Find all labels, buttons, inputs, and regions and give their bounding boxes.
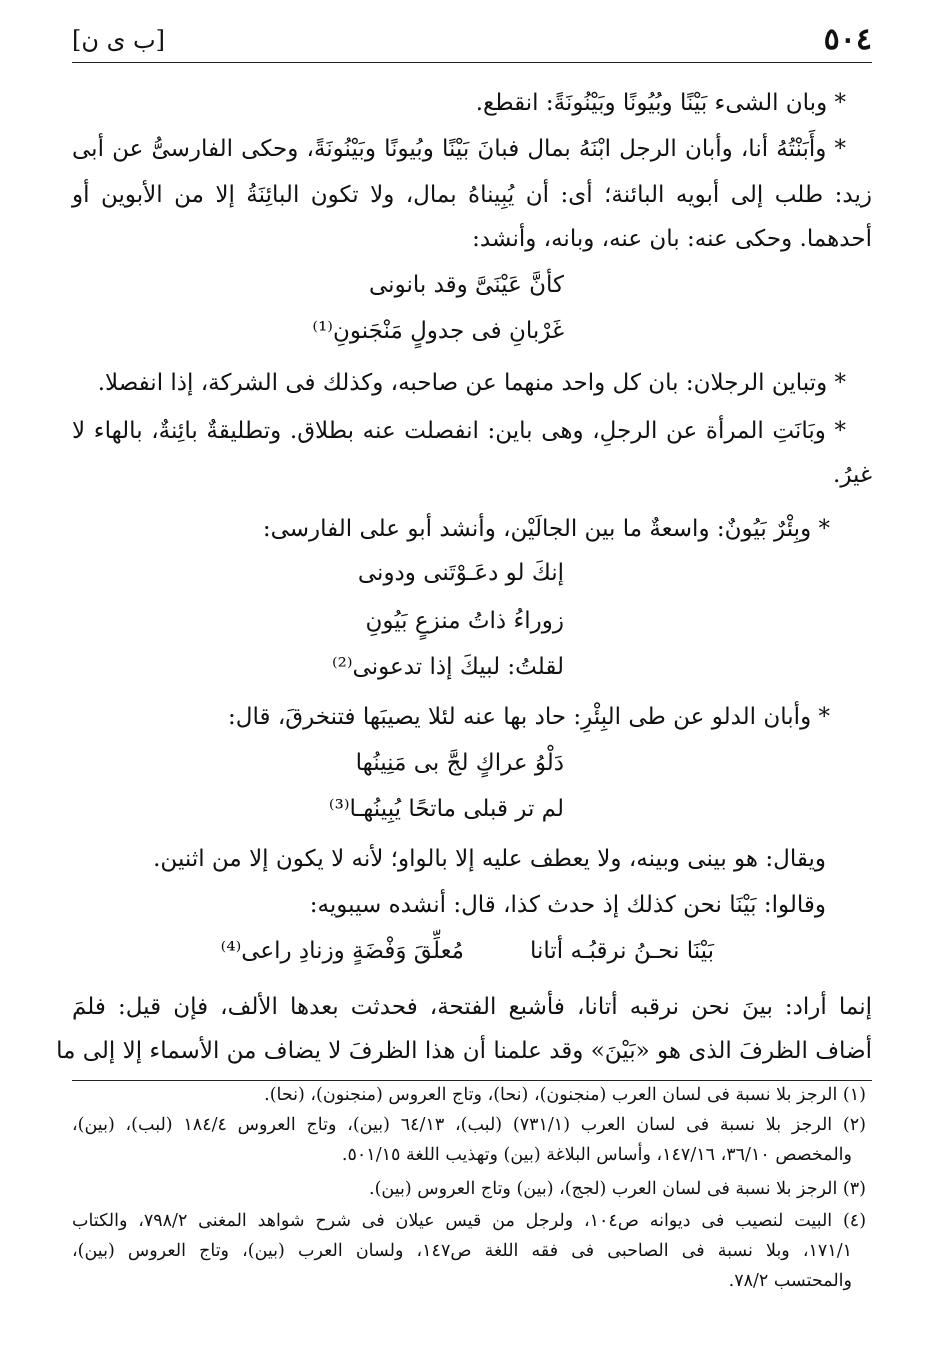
running-head-root: [ب ى ن]: [72, 26, 165, 54]
footnote-continuation: والمخصص ٣٦/١٠، ١٤٧/١٦، وأساس البلاغة (بين) وتهذيب اللغة ٥٠١/١٥.: [341, 1145, 852, 1165]
body-line: زيد: طلب إلى أبويه البائنة؛ أى: أن يُبِيناهُ بمال، ولا تكون البائِنَةُ إلا من الأبوين أو: [72, 182, 872, 208]
body-line: * وبان الشىء بَيْنًا وبُيُونًا وبَيْنُونَةً: انقطع.: [475, 90, 846, 116]
footnote: (٣) الرجز بلا نسبة فى لسان العرب (لجج)، (بين) وتاج العروس (بين).: [369, 1179, 866, 1199]
body-line: ويقال: هو بينى وبينه، ولا يعطف عليه إلا بالواو؛ لأنه لا يكون إلا من اثنين.: [153, 846, 826, 872]
page-number: ٥٠٤: [823, 22, 872, 57]
body-line: أحدهما. وحكى عنه: بان عنه، وبانه، وأنشد:: [472, 226, 872, 252]
verse-line: زوراءُ ذاتُ منزعٍ بَيُونِ: [365, 608, 564, 634]
body-line: إنما أراد: بينَ نحن نرقبه أتانا، فأشبع الفتحة، فحدثت بعدها الألف، فإن قيل: فلمَ: [72, 994, 872, 1020]
verse-line: دَلْوُ عراكٍ لجَّ بى مَنِينُها: [355, 750, 564, 776]
footnote-continuation: والمحتسب ٧٨/٢.: [728, 1271, 852, 1291]
body-line: * وأبان الدلو عن طى البِئْرِ: حاد بها عنه لئلا يصيبَها فتنخرقَ، قال:: [228, 704, 830, 730]
body-line: أضاف الظرفَ الذى هو «بَيْنَ» وقد علمنا أن هذا الظرفَ لا يضاف من الأسماء إلا إلى ما: [56, 1038, 872, 1064]
body-line: * وبِئْرٌ بَيُونٌ: واسعةٌ ما بين الجالَيْن، وأنشد أبو على الفارسى:: [262, 516, 830, 542]
body-line: * وتباين الرجلان: بان كل واحد منهما عن صاحبه، وكذلك فى الشركة، إذا انفصلا.: [97, 370, 846, 396]
footnote: (٢) الرجز بلا نسبة فى لسان العرب (٧٣١/١) (لبب)، ٦٤/١٣ (بين)، وتاج العروس ١٨٤/٤ (لبب)، (بين)،: [72, 1115, 866, 1135]
footnote-rule: [72, 1080, 872, 1081]
verse-line: إنكَ لو دعَـوْتَنى ودونى: [357, 560, 564, 586]
body-line: * وبَانَتِ المرأة عن الرجلِ، وهى باين: انفصلت عنه بطلاق. وتطليقةٌ بائِنةٌ، بالهاء لا: [72, 418, 846, 444]
verse-line: كأنَّ عَيْنَىَّ وقد بانونى: [369, 272, 564, 298]
header-rule: [72, 62, 872, 63]
footnote: (٤) البيت لنصيب فى ديوانه ص١٠٤، ولرجل من قيس عيلان فى شرح شواهد المغنى ٧٩٨/٢، والكتاب: [72, 1211, 867, 1231]
body-line: وقالوا: بَيْنَا نحن كذلك إذ حدث كذا، قال: أنشده سيبويه:: [309, 892, 826, 918]
footnote: (١) الرجز بلا نسبة فى لسان العرب (منجنون)، (نحا)، وتاج العروس (منجنون)، (نحا).: [264, 1085, 866, 1105]
body-line: غيرُ.: [833, 462, 872, 488]
verse-hemistich-first: بَيْنَا نحـنُ نرقبُـه أتانا: [529, 938, 714, 964]
verse-line: لم تر قبلى ماتحًا يُبِينُهـا⁽³⁾: [328, 796, 564, 822]
footnote-continuation: ١٧١/١، وبلا نسبة فى الصاحبى فى فقه اللغة ص١٤٧، ولسان العرب (بين)، وتاج العروس (بين)،: [72, 1241, 853, 1261]
verse-hemistich-second: مُعلِّقَ وَفْضَةٍ وزنادِ راعى⁽⁴⁾: [220, 938, 464, 964]
body-line: * وأَبَنْتُهُ أنا، وأبان الرجل ابْنَهُ بمال فبانَ بَيْنًا وبُيونًا وبَيْنُونَةً، وحكى الفارسىُّ عن أبى: [72, 136, 846, 162]
verse-line: لقلتُ: لبيكَ إذا تدعونى⁽²⁾: [331, 654, 564, 680]
verse-line: غَرْبانِ فى جدولٍ مَنْجَنونِ⁽¹⁾: [312, 318, 564, 344]
